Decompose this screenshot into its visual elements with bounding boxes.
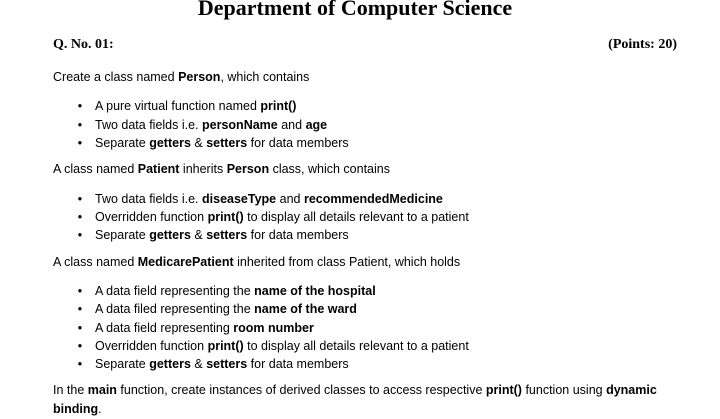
bold-term: room number [233, 321, 314, 335]
text-segment: function, create instances of derived classes to access respective [116, 383, 486, 397]
bold-term: setters [206, 357, 248, 371]
text-segment: for data members [247, 357, 349, 371]
bullet-icon: • [77, 136, 83, 150]
question-number: Q. No. 01: [53, 37, 114, 52]
text-segment: Two data fields i.e. [95, 192, 203, 206]
text-segment: , which contains [220, 70, 310, 84]
text-segment: A data filed representing the [95, 302, 255, 316]
medicare-intro [53, 253, 460, 271]
bold-term: diseaseType [202, 192, 277, 206]
text-segment: . [98, 402, 102, 416]
bold-term: personName [202, 118, 278, 132]
text-segment: function using [521, 383, 607, 397]
list-item [95, 116, 327, 134]
text-segment: class, which contains [269, 162, 390, 176]
text-segment: In the [53, 383, 88, 397]
text-segment: & [190, 357, 207, 371]
bold-term: main [87, 383, 117, 397]
text-segment: for data members [247, 228, 349, 242]
closing-paragraph [53, 381, 685, 419]
text-segment: Overridden function [95, 210, 208, 224]
bold-term: print() [207, 339, 244, 353]
question-header [53, 35, 677, 55]
text-segment: Overridden function [95, 339, 208, 353]
bullet-icon: • [77, 357, 83, 371]
bullet-icon: • [77, 284, 83, 298]
text-segment: for data members [247, 136, 349, 150]
list-item [95, 190, 443, 208]
text-segment: and [277, 118, 306, 132]
bold-term: age [305, 118, 328, 132]
text-segment: A data field representing [95, 321, 234, 335]
list-item [95, 355, 349, 373]
bold-term: setters [206, 228, 248, 242]
text-segment: to display all details relevant to a patient [243, 339, 469, 353]
text-segment: inherited from class Patient, which holds [233, 255, 461, 269]
text-segment: Separate [95, 228, 150, 242]
bullet-icon: • [77, 99, 83, 113]
bold-term: getters [149, 357, 191, 371]
bold-term: print() [485, 383, 522, 397]
bullet-icon: • [77, 228, 83, 242]
text-segment: A class named [53, 255, 138, 269]
list-item [95, 282, 376, 300]
list-item [95, 337, 469, 355]
bold-term: Person [178, 70, 221, 84]
text-segment: A class named [53, 162, 138, 176]
text-segment: to display all details relevant to a patient [243, 210, 469, 224]
text-segment: Separate [95, 136, 150, 150]
text-segment: Two data fields i.e. [95, 118, 203, 132]
list-item [95, 226, 349, 244]
bold-term: dynamic binding [53, 383, 657, 416]
list-item [95, 300, 357, 318]
text-segment: inherits [179, 162, 227, 176]
bold-term: Patient [137, 162, 180, 176]
bold-term: Person [226, 162, 270, 176]
bold-term: name of the ward [254, 302, 357, 316]
question-points: (Points: 20) [608, 37, 677, 52]
list-item [95, 208, 469, 226]
patient-intro [53, 160, 390, 178]
bullet-icon: • [77, 321, 83, 335]
bullet-icon: • [77, 210, 83, 224]
bold-term: getters [149, 136, 191, 150]
text-segment: A pure virtual function named [95, 99, 261, 113]
bullet-icon: • [77, 339, 83, 353]
bold-term: print() [207, 210, 244, 224]
text-segment: Separate [95, 357, 150, 371]
bullet-icon: • [77, 192, 83, 206]
page-title: Department of Computer Science [197, 0, 513, 20]
bold-term: print() [260, 99, 297, 113]
list-item [95, 97, 296, 115]
text-segment: & [190, 228, 207, 242]
person-intro [53, 68, 309, 86]
bold-term: getters [149, 228, 191, 242]
bullet-icon: • [77, 118, 83, 132]
list-item [95, 319, 314, 337]
text-segment: Create a class named [53, 70, 179, 84]
bullet-icon: • [77, 302, 83, 316]
text-segment: A data field representing the [95, 284, 255, 298]
bold-term: setters [206, 136, 248, 150]
bold-term: name of the hospital [254, 284, 376, 298]
text-segment: and [276, 192, 304, 206]
text-segment: & [190, 136, 207, 150]
list-item [95, 134, 349, 152]
bold-term: MedicarePatient [137, 255, 234, 269]
bold-term: recommendedMedicine [303, 192, 443, 206]
